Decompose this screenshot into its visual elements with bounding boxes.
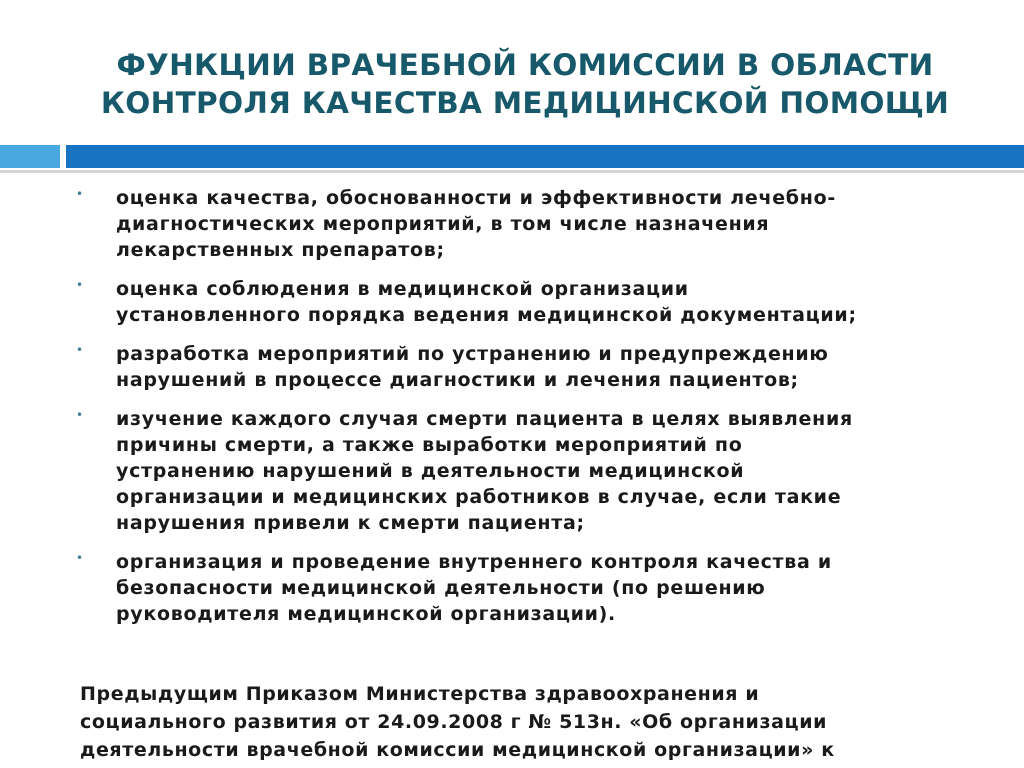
bullet-text-line: организации и медицинских работников в случае, если такие — [116, 486, 842, 508]
bullet-item — [70, 406, 970, 536]
bullet-text-line: изучение каждого случая смерти пациента в целях выявления — [116, 408, 853, 430]
bullet-marker: • — [76, 278, 84, 292]
bullet-text-line: организация и проведение внутреннего контроля качества и — [116, 551, 832, 573]
footer-line: социального развития от 24.09.2008 г № 513н. «Об организации — [80, 711, 828, 733]
bullet-text-line: нарушений в процессе диагностики и лечения пациентов; — [116, 369, 799, 391]
bullet-text-line: оценка качества, обоснованности и эффективности лечебно- — [116, 187, 836, 209]
bullet-text-line: диагностических мероприятий, в том числе назначения — [116, 213, 770, 235]
title-line-2: КОНТРОЛЯ КАЧЕСТВА МЕДИЦИНСКОЙ ПОМОЩИ — [100, 86, 950, 120]
bullet-marker: • — [76, 551, 84, 565]
bullet-text-line: разработка мероприятий по устранению и предупреждению — [116, 343, 829, 365]
bullet-text-line: установленного порядка ведения медицинской документации; — [116, 304, 857, 326]
bullet-marker: • — [76, 408, 84, 422]
bullet-text-line: оценка соблюдения в медицинской организации — [116, 278, 689, 300]
footer-paragraph — [80, 680, 980, 764]
bullet-text-line: причины смерти, а также выработки мероприятий по — [116, 434, 743, 456]
bullet-item — [70, 549, 970, 627]
bullet-text-line: нарушения привели к смерти пациента; — [116, 512, 585, 534]
bullet-text-line: руководителя медицинской организации). — [116, 603, 616, 625]
bullet-marker: • — [76, 343, 84, 357]
bullet-text-line: устранению нарушений в деятельности медицинской — [116, 460, 745, 482]
bullet-item — [70, 341, 970, 393]
header-accent-bar-dark — [66, 145, 1024, 168]
header-bar-shadow — [0, 170, 1024, 173]
footer-line: Предыдущим Приказом Министерства здравоохранения и — [80, 683, 760, 705]
slide-title — [0, 46, 1024, 122]
footer-line: деятельности врачебной комиссии медицинской организации» к — [80, 739, 835, 761]
header-accent-bar-light — [0, 145, 60, 168]
title-line-1: ФУНКЦИИ ВРАЧЕБНОЙ КОМИССИИ В ОБЛАСТИ — [116, 48, 934, 82]
bullet-text-line: лекарственных препаратов; — [116, 239, 445, 261]
bullet-list — [70, 185, 970, 640]
bullet-item — [70, 185, 970, 263]
bullet-marker: • — [76, 187, 84, 201]
bullet-text-line: безопасности медицинской деятельности (по решению — [116, 577, 766, 599]
bullet-item — [70, 276, 970, 328]
